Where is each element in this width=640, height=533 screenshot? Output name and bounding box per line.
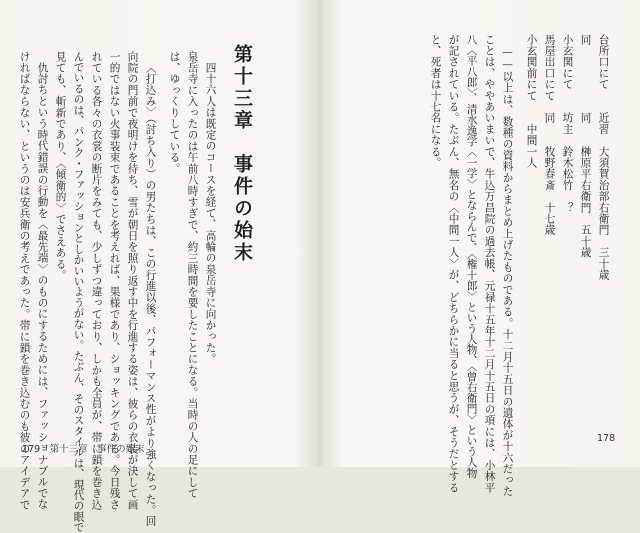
body-column: ——以上は、数種の資料からまとめ上げたものである。十二月十五日の遺体が十六だった — [501, 46, 514, 497]
body-column: ければならない、というのは安兵衛の考えであった。帯に鎖を巻き込むのも彼のアイデアで — [18, 51, 31, 511]
page-folio: 179 第十三章 事件の始末 — [22, 444, 145, 455]
page-number: 178 — [597, 433, 616, 444]
left-page — [0, 0, 318, 533]
roster-entry: 馬屋出口にて 同 牧野春斎 十七歳 — [543, 34, 556, 236]
body-column: 〈打込み〉（討ち入り）の男たちは、この行進以後、パフォーマンス性がより強くなった。回 — [144, 62, 157, 528]
chapter-title: 第十三章 事件の始末 — [231, 44, 253, 264]
body-column: 見ても、斬新であり、〈傾衛的〉でさえある。 — [54, 51, 67, 281]
roster-entry: 小玄関前にて 中間一人 — [525, 34, 538, 169]
body-column: 向院の門前で夜明けを待ち、雪が朝日を照り返す中を行進する姿は、彼らの衣装が決して画 — [126, 51, 139, 511]
roster-entry: 小玄関にて 坊主 鈴木松竹 ？ — [561, 34, 574, 214]
body-column: 仇討ちという時代錯誤の行動を〈最先端〉のものにするためには、ファッショナブルでな — [36, 62, 49, 510]
roster-entry: 同 同 榊原平右衛門 五十歳 — [579, 34, 592, 258]
body-column: んでいるのは、パンク・ファッションとしかいいようがない。たぶん、そのスタイルは、現代の眼で — [72, 51, 85, 533]
body-column: ことは、ややあいまいで、牛込万昌院の過去帳、元禄十五年十二月十五日の項には、小林平 — [483, 34, 496, 494]
body-column: は、ゆっくりしている。 — [168, 51, 181, 175]
body-column: が記されている。たぶん、無名の〈中間一人〉が、どちらかに当ると思うが、そうだとする — [447, 34, 460, 494]
right-page — [322, 0, 640, 497]
body-column: 泉岳寺に入ったのは午前八時すぎで、約三時間を要したことになる。当時の人の足にして — [186, 51, 199, 499]
roster-entry: 台所口にて 近習 大須賀治部右衛門 三十歳 — [597, 34, 610, 281]
body-column: 八〈平八郎〉、清水逸学〈一学〉とならんで、〈権十郎〉という人物、〈曾右衛門〉という人物 — [465, 34, 478, 479]
body-column: れている各々の衣裳の断片をみても、少しずつ違っており、しかも全員が、帯に鎖を巻き込 — [90, 51, 103, 511]
body-column: 一的ではない火事装束であることを考えれば、果様であり、ショッキングである。今日残さ — [108, 51, 121, 511]
body-column: 四十六人は既定のコースを経て、高輪の泉岳寺に向かった。 — [204, 62, 217, 365]
body-column: と、死者は十七名になる。 — [429, 34, 442, 169]
